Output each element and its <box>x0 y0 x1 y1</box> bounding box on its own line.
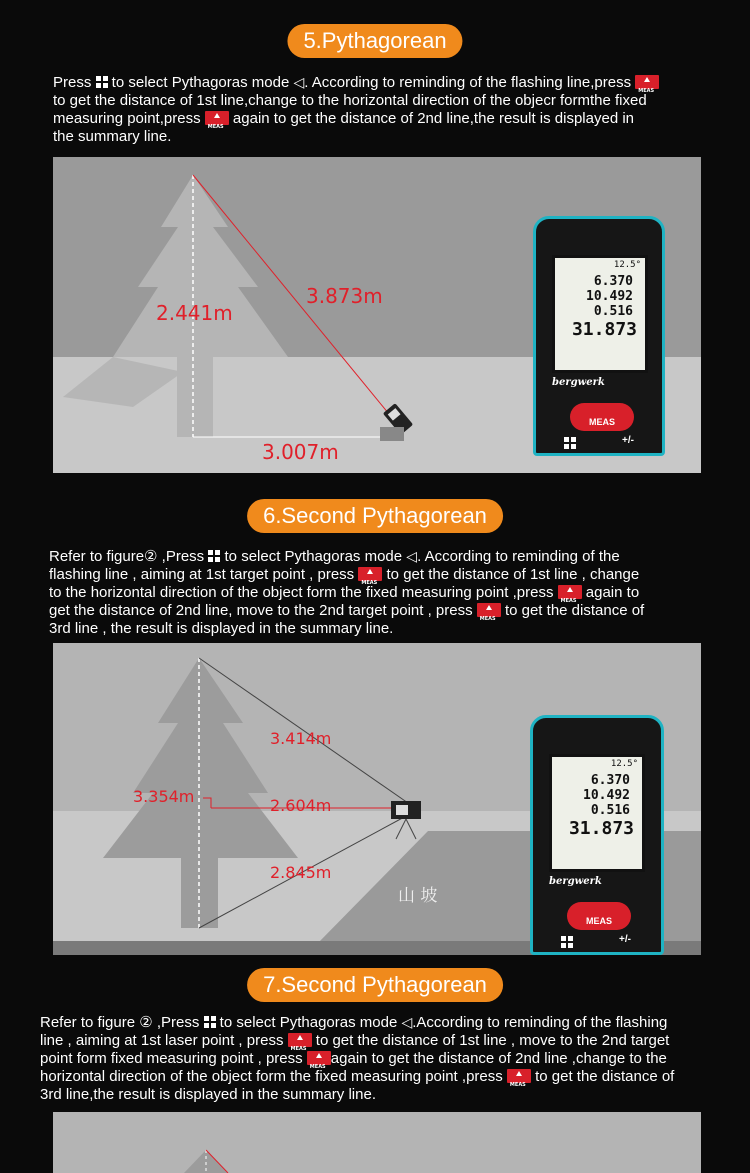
meas-button-icon <box>477 603 501 617</box>
instruction-text: to get the distance of <box>500 602 645 619</box>
instruction-line <box>40 1050 674 1068</box>
instruction-text: . According to reminding of the <box>417 548 620 565</box>
instruction-line <box>40 1013 674 1032</box>
pythagoras-mode-icon: ◁ <box>406 548 418 564</box>
section-title: 5.Pythagorean <box>287 24 462 58</box>
angle-readout: 12.5° <box>613 260 641 270</box>
instruction-text: Refer to figure② ,Press <box>49 548 209 565</box>
meas-button[interactable]: MEAS <box>567 902 631 930</box>
instructions <box>53 73 659 146</box>
grid-button-icon <box>204 1016 216 1028</box>
meas-button[interactable]: MEAS <box>570 403 634 431</box>
meas-button-icon <box>635 75 659 89</box>
laser-meter-device <box>530 715 664 955</box>
instruction-line <box>49 584 644 602</box>
instruction-text: the summary line. <box>53 128 172 145</box>
instruction-text: again to get the distance of 2nd line,the result is displayed in <box>228 110 635 127</box>
section-title: 6.Second Pythagorean <box>247 499 503 533</box>
instruction-text: to select Pythagoras mode <box>220 548 407 565</box>
reading-3: 0.516 <box>590 803 630 818</box>
instruction-text: 3rd line , the result is displayed in the summary line. <box>49 620 394 637</box>
bottom-measure: 2.845m <box>270 863 332 882</box>
instruction-text: 3rd line,the result is displayed in the summary line. <box>40 1086 376 1103</box>
middle-measure: 2.604m <box>270 796 332 815</box>
instruction-text: measuring point,press <box>53 110 205 127</box>
meas-button-icon <box>358 567 382 581</box>
meas-button-icon <box>558 585 582 599</box>
slope-label: 山 坡 <box>398 886 438 906</box>
pythagoras-mode-icon: ◁ <box>401 1014 413 1030</box>
meas-button-icon <box>288 1033 312 1047</box>
brand-label: bergwerk <box>549 876 602 887</box>
instruction-line <box>49 620 644 638</box>
reading-1: 6.370 <box>590 773 630 788</box>
top-measure: 3.414m <box>270 729 332 748</box>
instruction-text: to select Pythagoras mode <box>215 1014 402 1031</box>
instruction-line <box>53 92 659 110</box>
instruction-text: line , aiming at 1st laser point , press <box>40 1032 288 1049</box>
grid-icon[interactable] <box>561 936 573 948</box>
grid-button-icon <box>96 76 108 88</box>
instruction-text: .According to reminding of the flashing <box>412 1014 668 1031</box>
instruction-text: to get the distance of 1st line,change to the horizontal direction of the objecr formthe fixed <box>53 92 647 109</box>
laser-meter-device <box>533 216 665 456</box>
result-readout: 31.873 <box>568 818 634 839</box>
hypotenuse-measure: 3.873m <box>306 284 383 308</box>
brand-label: bergwerk <box>552 377 605 388</box>
meas-button-icon <box>307 1051 331 1065</box>
instruction-line <box>49 547 644 566</box>
instruction-text: . According to reminding of the flashing line,press <box>304 74 636 91</box>
pythagoras-mode-icon: ◁ <box>293 74 305 90</box>
instructions <box>40 1013 674 1104</box>
vertical-measure: 2.441m <box>156 301 233 325</box>
instruction-text: again to <box>581 584 640 601</box>
meas-button-icon <box>205 111 229 125</box>
instruction-line <box>53 128 659 146</box>
section-title: 7.Second Pythagorean <box>247 968 503 1002</box>
instruction-text: to the horizontal direction of the object form the fixed measuring point ,press <box>49 584 558 601</box>
reading-2: 10.492 <box>583 788 630 803</box>
instruction-text: to get the distance of <box>530 1068 675 1085</box>
instruction-line <box>49 566 644 584</box>
grid-icon[interactable] <box>564 437 576 449</box>
instruction-text: flashing line , aiming at 1st target point , press <box>49 566 359 583</box>
reading-3: 0.516 <box>593 304 633 319</box>
meas-button-icon <box>507 1069 531 1083</box>
instruction-text: again to get the distance of 2nd line ,change to the <box>330 1050 667 1067</box>
instruction-text: point form fixed measuring point , press <box>40 1050 307 1067</box>
instruction-line <box>49 602 644 620</box>
instruction-line <box>53 110 659 128</box>
diagram-panel <box>53 1112 701 1173</box>
instruction-line <box>40 1086 674 1104</box>
instruction-line <box>40 1032 674 1050</box>
reading-2: 10.492 <box>586 289 633 304</box>
instruction-text: to select Pythagoras mode <box>107 74 294 91</box>
instructions <box>49 547 644 638</box>
instruction-text: to get the distance of 1st line , move to the 2nd target <box>311 1032 670 1049</box>
angle-readout: 12.5° <box>610 759 638 769</box>
instruction-text: horizontal direction of the object form the fixed measuring point ,press <box>40 1068 507 1085</box>
instruction-line <box>53 73 659 92</box>
base-measure: 3.007m <box>262 440 339 464</box>
instruction-text: Press <box>53 74 96 91</box>
result-readout: 31.873 <box>571 319 637 340</box>
sign-button[interactable]: +/- <box>622 435 634 446</box>
grid-button-icon <box>208 550 220 562</box>
instruction-text: to get the distance of 1st line , change <box>382 566 640 583</box>
instruction-text: get the distance of 2nd line, move to the 2nd target point , press <box>49 602 477 619</box>
sign-button[interactable]: +/- <box>619 934 631 945</box>
instruction-line <box>40 1068 674 1086</box>
instruction-text: Refer to figure ② ,Press <box>40 1014 204 1031</box>
reading-1: 6.370 <box>593 274 633 289</box>
vertical-measure: 3.354m <box>133 787 195 806</box>
